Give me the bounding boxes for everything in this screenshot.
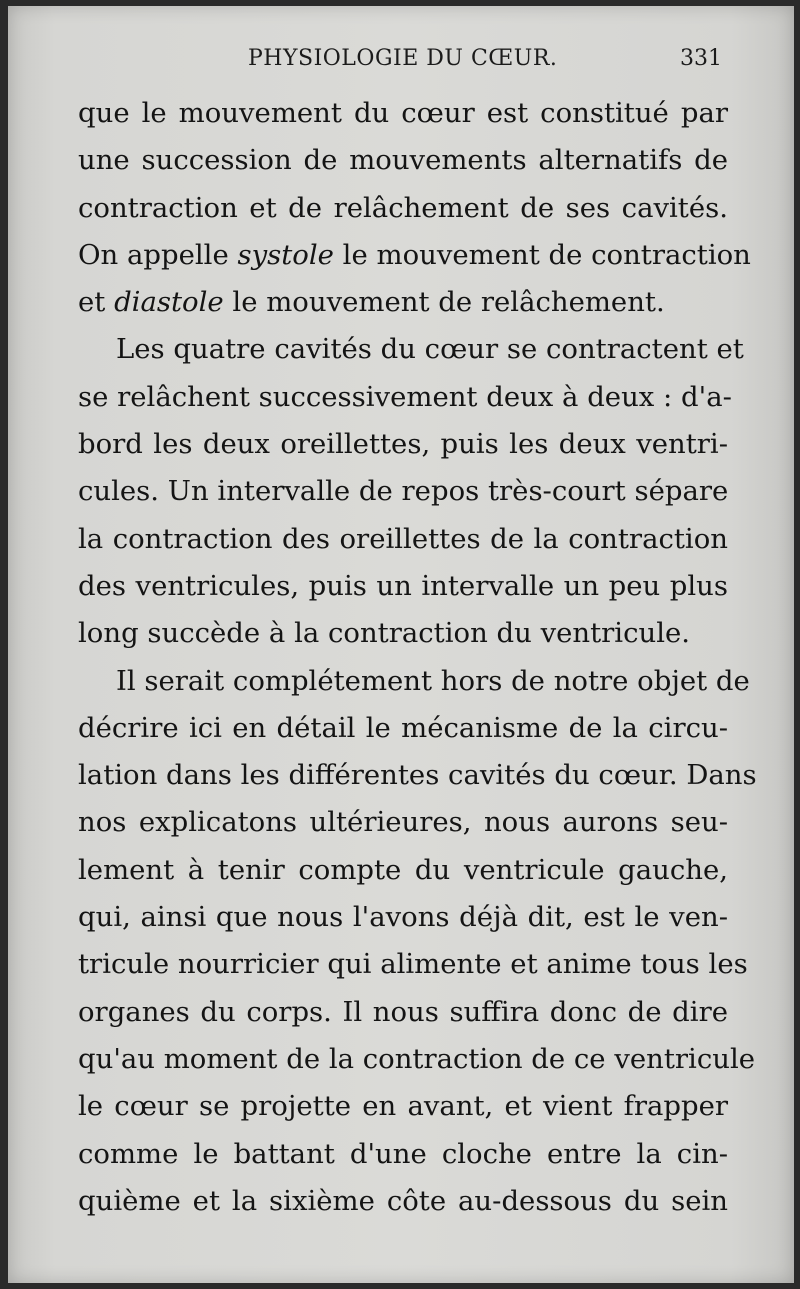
text-line: cules. Un intervalle de repos très-court sépare xyxy=(78,475,729,508)
text-line xyxy=(78,279,728,326)
page-header xyxy=(8,46,794,86)
text-line: la contraction des oreillettes de la contraction xyxy=(78,522,728,555)
text-line: qui, ainsi que nous l'avons déjà dit, est le ven- xyxy=(78,901,728,934)
text-line: que le mouvement du cœur est constitué par xyxy=(78,97,728,129)
text-line xyxy=(78,232,751,279)
text-segment: et xyxy=(78,286,115,319)
text-line: tricule nourricier qui alimente et anime tous les xyxy=(78,948,748,981)
book-page xyxy=(8,6,794,1283)
text-line: lement à tenir compte du ventricule gauche, xyxy=(78,853,728,886)
text-line: organes du corps. Il nous suffira donc de dire xyxy=(78,995,728,1028)
page-number: 331 xyxy=(680,46,722,71)
text-line: qu'au moment de la contraction de ce ventricule xyxy=(78,1042,756,1075)
text-line: Les quatre cavités du cœur se contractent et xyxy=(116,333,744,366)
body-text xyxy=(78,90,757,1225)
text-line: le cœur se projette en avant, et vient frapper xyxy=(78,1090,728,1123)
text-line: bord les deux oreillettes, puis les deux ventri- xyxy=(78,428,728,461)
text-segment: le mouvement de contraction xyxy=(333,238,751,271)
text-line: long succède à la contraction du ventricule. xyxy=(78,617,691,650)
text-segment: On appelle xyxy=(78,238,238,271)
text-line: nos explicatons ultérieures, nous aurons seu- xyxy=(78,806,728,839)
text-line: comme le battant d'une cloche entre la cin- xyxy=(78,1137,728,1170)
text-line: quième et la sixième côte au-dessous du sein xyxy=(78,1184,728,1217)
italic-term-diastole: diastole xyxy=(114,286,224,319)
running-title: PHYSIOLOGIE DU CŒUR. xyxy=(248,46,558,71)
text-line: décrire ici en détail le mécanisme de la circu- xyxy=(78,711,728,744)
text-segment: le mouvement de relâchement. xyxy=(223,286,665,319)
text-line: se relâchent successivement deux à deux : d'a- xyxy=(78,380,732,413)
text-line: contraction et de relâchement de ses cavités. xyxy=(78,191,728,224)
italic-term-systole: systole xyxy=(237,238,334,271)
text-line: Il serait complétement hors de notre objet de xyxy=(116,664,750,697)
text-line: lation dans les différentes cavités du cœur. Dans xyxy=(78,759,757,792)
text-line: des ventricules, puis un intervalle un peu plus xyxy=(78,569,728,602)
text-line: une succession de mouvements alternatifs de xyxy=(78,144,728,177)
